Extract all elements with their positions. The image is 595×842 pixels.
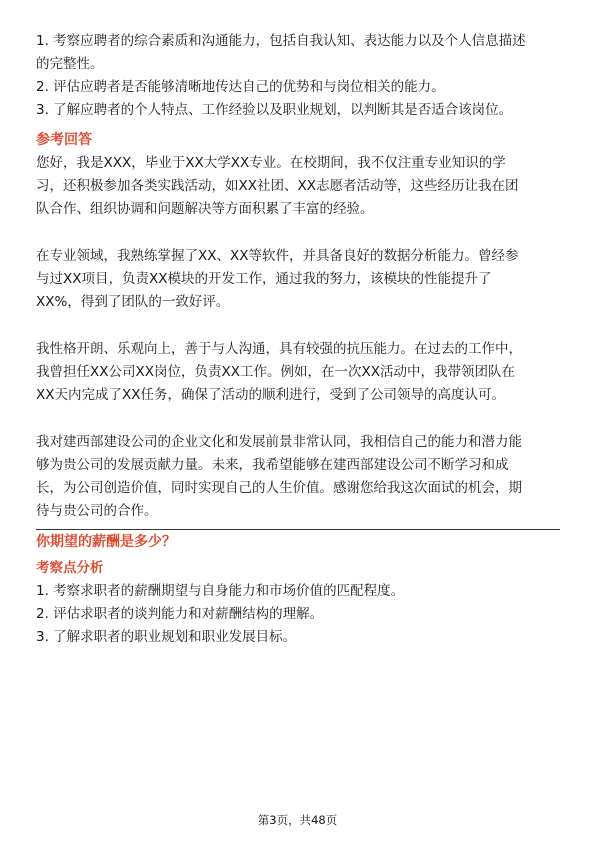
list-item: 2. 评估应聘者是否能够清晰地传达自己的优势和与岗位相关的能力。 <box>36 79 445 95</box>
paragraph-line: 我对建西部建设公司的企业文化和发展前景非常认同，我相信自己的能力和潜力能 <box>36 434 522 450</box>
paragraph-line: 队合作、组织协调和问题解决等方面积累了丰富的经验。 <box>36 201 374 217</box>
paragraph-line: 您好，我是XXX，毕业于XX大学XX专业。在校期间，我不仅注重专业知识的学 <box>36 155 506 171</box>
paragraph-line: XX天内完成了XX任务，确保了活动的顺利进行，受到了公司领导的高度认可。 <box>36 387 505 403</box>
list-item-continuation: 的完整性。 <box>36 56 104 72</box>
list-item: 1. 考察应聘者的综合素质和沟通能力，包括自我认知、表达能力以及个人信息描述 <box>36 33 526 49</box>
paragraph-line: 待与贵公司的合作。 <box>36 503 158 519</box>
paragraph-line: 与过XX项目，负责XX模块的开发工作，通过我的努力，该模块的性能提升了 <box>36 271 492 287</box>
evaluation-list <box>36 30 560 122</box>
list-item: 3. 了解应聘者的个人特点、工作经验以及职业规划，以判断其是否适合该岗位。 <box>36 102 513 118</box>
answer-paragraph-2 <box>36 245 560 314</box>
paragraph-line: XX%，得到了团队的一致好评。 <box>36 294 230 310</box>
paragraph-gap <box>36 221 560 245</box>
paragraph-line: 我性格开朗、乐观向上，善于与人沟通，具有较强的抗压能力。在过去的工作中， <box>36 341 522 357</box>
analysis-heading: 考察点分析 <box>36 560 104 576</box>
answer-paragraph-3 <box>36 338 560 407</box>
paragraph-gap <box>36 314 560 338</box>
answer-paragraph-4 <box>36 431 560 523</box>
list-item: 3. 了解求职者的职业规划和职业发展目标。 <box>36 629 297 645</box>
question-title: 你期望的薪酬是多少？ <box>36 534 176 550</box>
paragraph-gap <box>36 407 560 431</box>
paragraph-line: 够为贵公司的发展贡献力量。未来，我希望能够在建西部建设公司不断学习和成 <box>36 457 509 473</box>
section-divider <box>36 529 560 530</box>
page-footer: 第3页，共48页 <box>257 813 338 827</box>
reference-answer-heading: 参考回答 <box>36 132 92 148</box>
answer-paragraph-1 <box>36 152 560 221</box>
paragraph-line: 长，为公司创造价值，同时实现自己的人生价值。感谢您给我这次面试的机会，期 <box>36 480 522 496</box>
paragraph-line: 我曾担任XX公司XX岗位，负责XX工作。例如，在一次XX活动中，我带领团队在 <box>36 364 515 380</box>
document-page <box>36 30 560 649</box>
paragraph-line: 在专业领域，我熟练掌握了XX、XX等软件，并具备良好的数据分析能力。曾经参 <box>36 248 519 264</box>
list-item: 2. 评估求职者的谈判能力和对薪酬结构的理解。 <box>36 606 324 622</box>
analysis-list <box>36 580 560 649</box>
list-item: 1. 考察求职者的薪酬期望与自身能力和市场价值的匹配程度。 <box>36 583 405 599</box>
paragraph-line: 习，还积极参加各类实践活动，如XX社团、XX志愿者活动等，这些经历让我在团 <box>36 178 519 194</box>
